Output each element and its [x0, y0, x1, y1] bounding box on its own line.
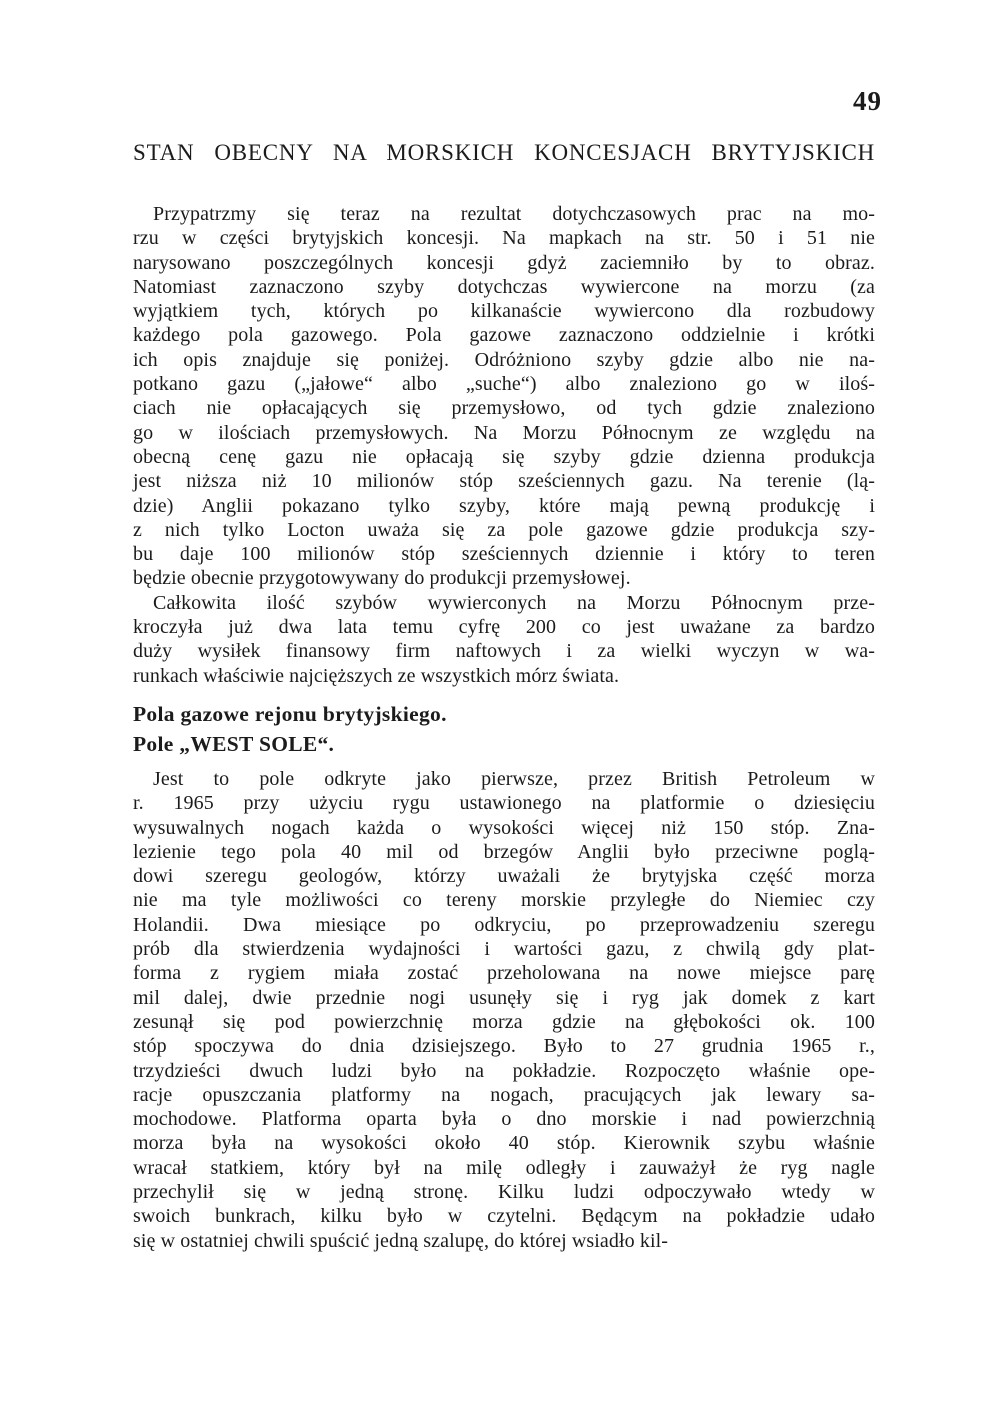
text-line: mil dalej, dwie przednie nogi usunęły się i ryg jak domek z kart	[133, 986, 875, 1009]
paragraph-concessions-overview	[133, 202, 875, 591]
text-line: go w ilościach przemysłowych. Na Morzu Północnym ze względu na	[133, 421, 875, 444]
text-line: wyjątkiem tych, których po kilkanaście wywiercono dla rozbudowy	[133, 300, 875, 323]
text-line: z nich tylko Locton uważa się za pole gazowe gdzie produkcja szy-	[133, 518, 875, 541]
text-line: Jest to pole odkryte jako pierwsze, przez British Petroleum w	[153, 767, 875, 790]
text-line: morza była na wysokości około 40 stóp. Kierownik szybu właśnie	[133, 1132, 875, 1155]
text-line: duży wysiłek finansowy firm naftowych i za wielki wyczyn w wa-	[133, 640, 875, 663]
section-title: STAN OBECNY NA MORSKICH KONCESJACH BRYTYJSKICH	[133, 140, 875, 165]
text-line: ciach nie opłacających się przemysłowo, od tych gdzie znaleziono	[133, 397, 875, 420]
text-line: swoich bunkrach, kilku było w czytelni. Będącym na pokładzie udało	[133, 1205, 875, 1228]
text-line: nie ma tyle możliwości co tereny morskie przyległe do Niemiec czy	[133, 889, 875, 912]
text-line: narysowano poszczególnych koncesji gdyż zaciemniło by to obraz.	[133, 251, 875, 274]
text-line: Przypatrzmy się teraz na rezultat dotychczasowych prac na mo-	[153, 203, 875, 225]
page-number: 49	[853, 86, 882, 116]
text-line: Natomiast zaznaczono szyby dotychczas wywiercone na morzu (za	[133, 275, 875, 298]
text-line: stóp spoczywa do dnia dzisiejszego. Było to 27 grudnia 1965 r.,	[133, 1035, 875, 1058]
text-line: rzu w części brytyjskich koncesji. Na mapkach na str. 50 i 51 nie	[133, 227, 875, 250]
text-line: lezienie tego pola 40 mil od brzegów Anglii było przeciwne poglą-	[133, 840, 875, 863]
paragraph-west-sole-history	[133, 767, 875, 1253]
text-line: obecną cenę gazu nie opłacają się szyby gdzie dzienna produkcja	[133, 445, 875, 468]
text-line: wracał statkiem, który był na milę odległy i zauważył że ryg nagle	[133, 1156, 875, 1179]
text-line: kroczyła już dwa lata temu cyfrę 200 co jest uważane za bardzo	[133, 616, 875, 639]
text-line: r. 1965 przy użyciu rygu ustawionego na platformie o dziesięciu	[133, 792, 875, 815]
text-line: runkach właściwie najcięższych ze wszystkich mórz świata.	[133, 664, 620, 687]
paragraph-total-wells	[133, 591, 875, 688]
text-line: Całkowita ilość szybów wywierconych na Morzu Północnym prze-	[153, 591, 875, 614]
text-line: racje opuszczania platformy na nogach, pracujących jak lewary sa-	[133, 1083, 875, 1106]
text-line: forma z rygiem miała zostać przeholowana na nowe miejsce parę	[133, 962, 875, 985]
text-line: każdego pola gazowego. Pola gazowe zaznaczono oddzielnie i krótki	[133, 324, 875, 347]
text-line: trzydzieści dwuch ludzi było na pokładzie. Rozpoczęto właśnie ope-	[133, 1059, 875, 1082]
text-line: mochodowe. Platforma oparta była o dno morskie i nad powierzchnią	[133, 1108, 875, 1131]
text-line: dzie) Anglii pokazano tylko szyby, które mają pewną produkcję i	[133, 494, 875, 517]
page-content	[133, 140, 875, 1253]
text-line: przechylił się w jedną stronę. Kilku ludzi odpoczywało wtedy w	[133, 1180, 875, 1203]
text-line: potkano gazu („jałowe“ albo „suche“) albo znaleziono go w iloś-	[133, 373, 875, 396]
subheading-west-sole-field: Pole „WEST SOLE“.	[133, 731, 335, 756]
text-line: będzie obecnie przygotowywany do produkcji przemysłowej.	[133, 567, 631, 590]
text-line: jest niższa niż 10 milionów stóp sześciennych gazu. Na terenie (lą-	[133, 470, 875, 493]
text-line: zesunął się pod powierzchnię morza gdzie na głębokości ok. 100	[133, 1010, 875, 1033]
text-line: prób dla stwierdzenia wydajności i wartości gazu, z chwilą gdy plat-	[133, 938, 875, 961]
text-line: bu daje 100 milionów stóp sześciennych dziennie i który to teren	[133, 543, 875, 566]
text-line: ich opis znajduje się poniżej. Odróżniono szyby gdzie albo nie na-	[133, 348, 875, 371]
text-line: Holandii. Dwa miesiące po odkryciu, po przeprowadzeniu szeregu	[133, 913, 875, 936]
text-line: dowi szeregu geologów, którzy uważali że brytyjska część morza	[133, 865, 875, 888]
text-line: wysuwalnych nogach każda o wysokości więcej niż 150 stóp. Zna-	[133, 816, 875, 839]
subheading-gas-fields-british-region: Pola gazowe rejonu brytyjskiego.	[133, 701, 447, 726]
text-line: się w ostatniej chwili spuścić jedną szalupę, do której wsiadło kil-	[133, 1229, 669, 1252]
